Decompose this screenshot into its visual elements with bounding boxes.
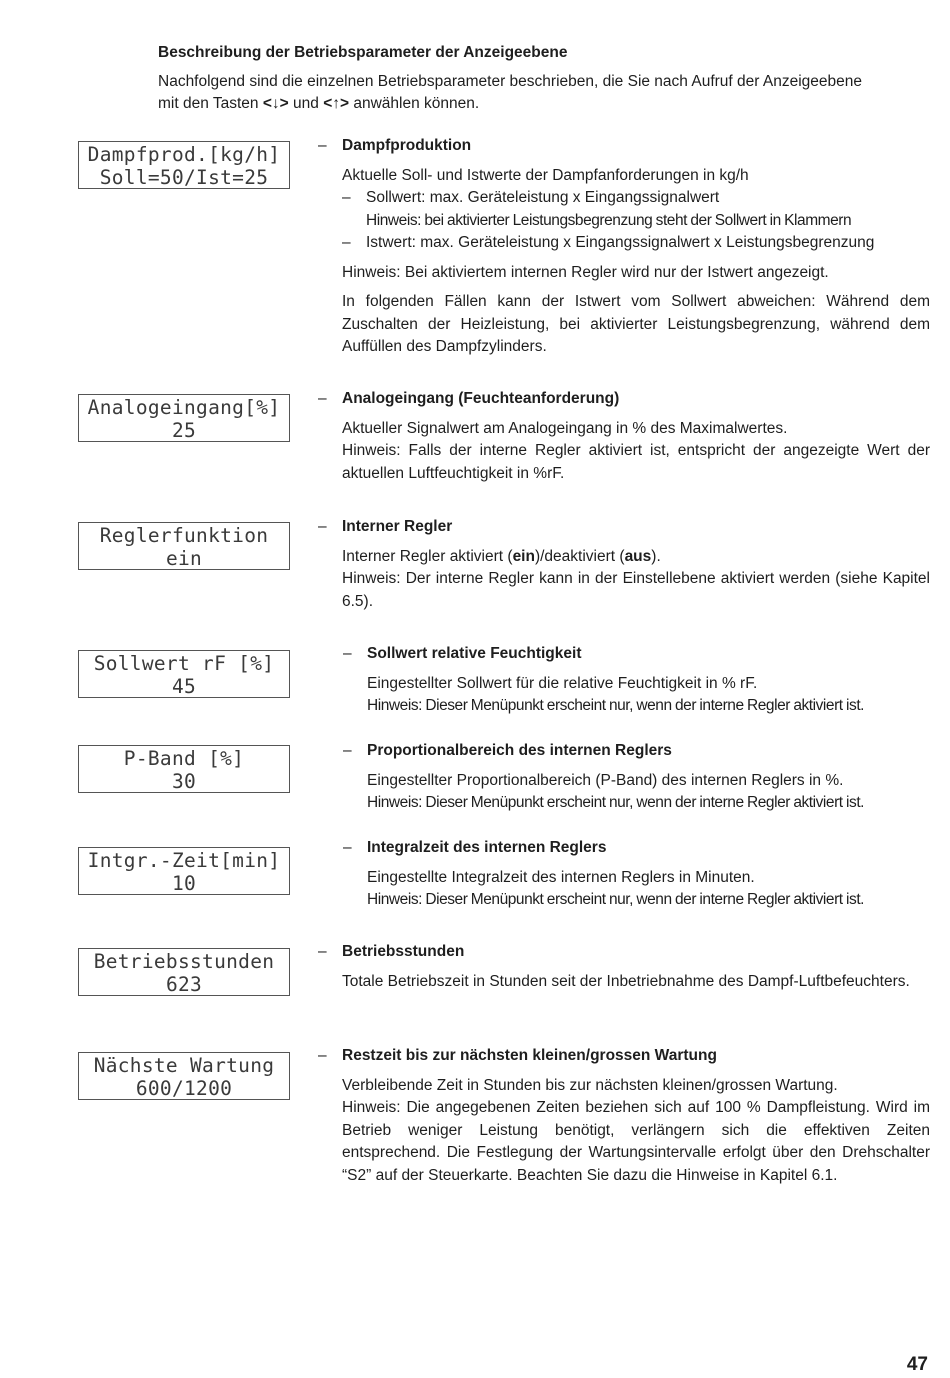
param-text: Totale Betriebszeit in Stunden seit der Inbetriebnahme des Dampf-Luftbefeuchters. — [342, 972, 910, 990]
dash-bullet: – — [318, 1047, 327, 1064]
param-title — [343, 740, 930, 763]
lcd-line-2: 30 — [171, 770, 197, 793]
lcd-display-setpoint-rh — [78, 650, 290, 698]
param-text: Eingestellte Integralzeit des internen Reglers in Minuten. — [367, 868, 755, 886]
lcd-line-2: 623 — [165, 973, 203, 996]
param-setpoint-rh — [343, 643, 930, 718]
lcd-line-2: 600/1200 — [135, 1077, 233, 1100]
param-text: Aktueller Signalwert am Analogeingang in % des Maximalwertes. — [342, 419, 788, 437]
param-title — [318, 516, 930, 539]
dash-bullet: – — [318, 390, 327, 407]
text-part: Interner Regler aktiviert ( — [342, 547, 513, 565]
lcd-line-1: P-Band [%] — [123, 747, 245, 770]
dash-bullet: – — [318, 943, 327, 960]
value-off: aus — [624, 547, 652, 565]
param-internal-controller — [318, 516, 930, 613]
param-title-text: Dampfproduktion — [342, 137, 472, 154]
param-content — [343, 770, 930, 815]
lcd-line-1: Intgr.-Zeit[min] — [87, 849, 281, 872]
param-note: Hinweis: Der interne Regler kann in der Einstellebene aktiviert werden (siehe Kapitel 6.5). — [342, 570, 930, 610]
lcd-line-2: ein — [165, 547, 203, 570]
lcd-line-1: Reglerfunktion — [99, 524, 269, 547]
param-content — [318, 971, 930, 994]
param-note: Hinweis: Dieser Menüpunkt erscheint nur, wenn der interne Regler aktiviert ist. — [367, 891, 865, 908]
dash-bullet: – — [343, 839, 352, 856]
param-steam-production — [318, 135, 930, 359]
param-title — [318, 941, 930, 964]
param-title-text: Interner Regler — [342, 518, 453, 535]
lcd-line-1: Nächste Wartung — [93, 1054, 275, 1077]
param-title — [318, 135, 930, 158]
lcd-line-2: 10 — [171, 872, 197, 895]
param-content — [318, 546, 930, 614]
intro-line-2-pre: mit den Tasten — [158, 95, 263, 112]
lcd-display-analog-input — [78, 394, 290, 442]
text-part: ). — [651, 547, 661, 565]
key-down-label: <↓> — [262, 95, 289, 112]
key-up-label: <↑> — [323, 95, 350, 112]
param-intro: Aktuelle Soll- und Istwerte der Dampfanforderungen in kg/h — [342, 166, 749, 184]
text-part: )/deaktiviert ( — [534, 547, 625, 565]
lcd-display-operating-hours — [78, 948, 290, 996]
param-text: Eingestellter Proportionalbereich (P-Band) des internen Reglers in %. — [367, 771, 844, 789]
param-title-text: Analogeingang (Feuchteanforderung) — [342, 390, 620, 407]
param-text: Eingestellter Sollwert für die relative Feuchtigkeit in % rF. — [367, 674, 758, 692]
value-on: ein — [512, 547, 535, 565]
dash-bullet: – — [342, 234, 351, 251]
lcd-display-controller-function — [78, 522, 290, 570]
sub-item-setpoint — [342, 187, 930, 210]
sub-item-actual — [342, 232, 930, 255]
lcd-display-p-band — [78, 745, 290, 793]
param-integral-time — [343, 837, 930, 912]
param-extra: In folgenden Fällen kann der Istwert vom Sollwert abweichen: Während dem Zuschalten der Heizleistung, bei aktivierter Leistungsbegrenzung, während dem Auffüllen des Dampfzylinders. — [342, 293, 930, 355]
lcd-line-1: Dampfprod.[kg/h] — [87, 143, 281, 166]
param-analog-input — [318, 388, 930, 485]
sub-item-text: Sollwert: max. Geräteleistung x Eingangssignalwert — [366, 189, 720, 206]
param-note: Hinweis: Bei aktiviertem internen Regler wird nur der Istwert angezeigt. — [342, 263, 829, 281]
lcd-line-2: Soll=50/Ist=25 — [99, 166, 269, 189]
lcd-line-1: Betriebsstunden — [93, 950, 275, 973]
param-title-text: Restzeit bis zur nächsten kleinen/grossen Wartung — [342, 1047, 717, 1064]
section-heading: Beschreibung der Betriebsparameter der Anzeigeebene — [158, 44, 568, 61]
param-title — [343, 837, 930, 860]
param-text — [342, 546, 930, 569]
intro-line-2-mid: und — [288, 95, 324, 112]
lcd-line-2: 45 — [171, 675, 197, 698]
param-title-text: Sollwert relative Feuchtigkeit — [367, 645, 582, 662]
param-content — [318, 165, 930, 359]
param-note: Hinweis: Falls der interne Regler aktiviert ist, entspricht der angezeigte Wert der aktuellen Luftfeuchtigkeit in %rF. — [342, 442, 930, 482]
param-p-band — [343, 740, 930, 815]
param-note: Hinweis: Die angegebenen Zeiten beziehen sich auf 100 % Dampfleistung. Wird im Betrieb weniger Leistung benötigt, verlängern sich die effektiven Zeiten entsprechend. Die Festlegung der Wartungsintervalle erfolgt über den Drehschalter “S2” auf der Steuerkarte. Beachten Sie dazu die Hinweise in Kapitel 6.1. — [342, 1099, 930, 1184]
dash-bullet: – — [342, 189, 351, 206]
param-note: Hinweis: Dieser Menüpunkt erscheint nur, wenn der interne Regler aktiviert ist. — [367, 794, 865, 811]
lcd-display-next-maintenance — [78, 1052, 290, 1100]
param-title — [343, 643, 930, 666]
param-title-text: Proportionalbereich des internen Reglers — [367, 742, 672, 759]
intro-line-1: Nachfolgend sind die einzelnen Betriebsparameter beschrieben, die Sie nach Aufruf der Anzeigeebene — [158, 72, 863, 90]
lcd-line-1: Sollwert rF [%] — [93, 652, 275, 675]
lcd-line-1: Analogeingang[%] — [87, 396, 281, 419]
intro-line-2-post: anwählen können. — [349, 95, 480, 112]
param-content — [343, 867, 930, 912]
param-title-text: Betriebsstunden — [342, 943, 465, 960]
sub-item-text: Istwert: max. Geräteleistung x Eingangssignalwert x Leistungsbegrenzung — [366, 234, 875, 251]
param-content — [318, 418, 930, 486]
param-note: Hinweis: Dieser Menüpunkt erscheint nur, wenn der interne Regler aktiviert ist. — [367, 697, 865, 714]
page-number: 47 — [906, 1354, 928, 1375]
sub-item-setpoint-note: Hinweis: bei aktivierter Leistungsbegrenzung steht der Sollwert in Klammern — [366, 211, 852, 229]
param-title — [318, 388, 930, 411]
dash-bullet: – — [318, 137, 327, 154]
lcd-display-integral-time — [78, 847, 290, 895]
param-title — [318, 1045, 930, 1068]
param-content — [318, 1075, 930, 1188]
param-operating-hours — [318, 941, 930, 993]
param-content — [343, 673, 930, 718]
dash-bullet: – — [343, 742, 352, 759]
lcd-display-steam-production — [78, 141, 290, 189]
param-title-text: Integralzeit des internen Reglers — [367, 839, 607, 856]
param-text: Verbleibende Zeit in Stunden bis zur nächsten kleinen/grossen Wartung. — [342, 1076, 838, 1094]
dash-bullet: – — [343, 645, 352, 662]
lcd-line-2: 25 — [171, 419, 197, 442]
dash-bullet: – — [318, 518, 327, 535]
intro-section — [158, 42, 930, 116]
param-next-maintenance — [318, 1045, 930, 1187]
intro-text — [158, 71, 930, 116]
